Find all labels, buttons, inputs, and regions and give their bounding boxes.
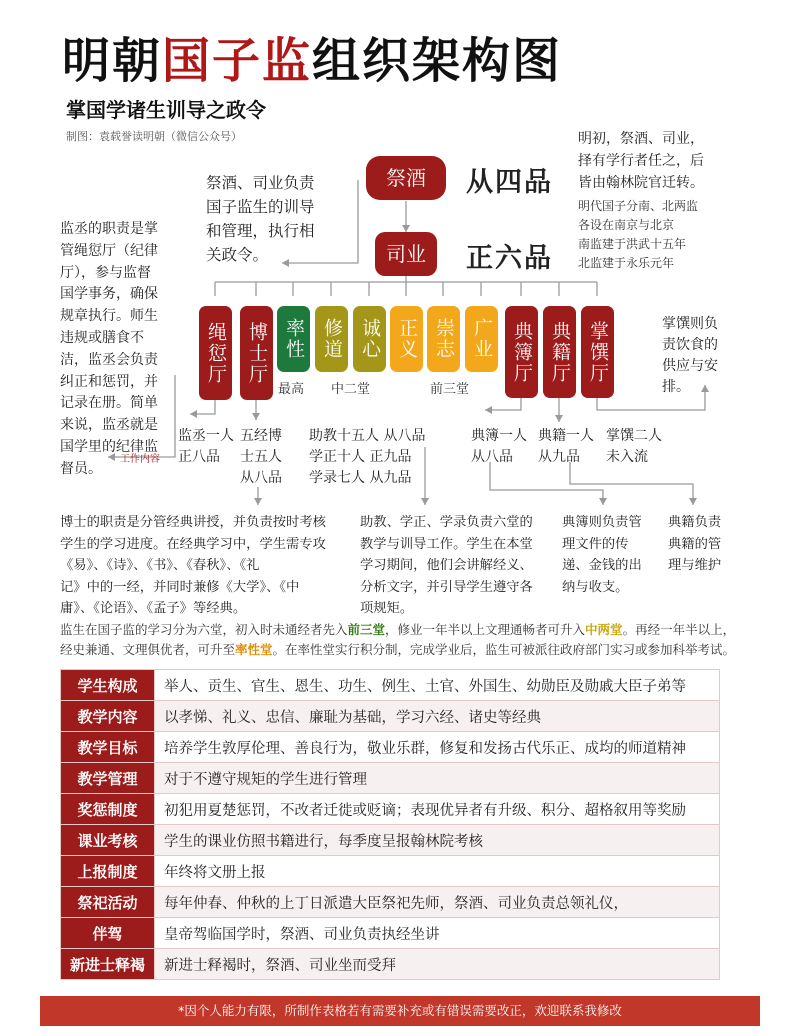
top-offices-desc — [206, 171, 315, 267]
desc-line: 国学事务，确保 — [60, 286, 158, 303]
table-row — [61, 918, 720, 949]
row-key: 奖惩制度 — [61, 794, 155, 825]
note-line: 皆由翰林院官迁转。 — [578, 175, 704, 191]
staff-line: 士五人 — [240, 449, 282, 465]
staff-line: 从八品 — [471, 449, 513, 465]
staff-dianji — [538, 426, 594, 468]
tier-label: 中二堂 — [331, 382, 371, 397]
table-row — [61, 794, 720, 825]
row-value: 每年仲春、仲秋的上丁日派遣大臣祭祀先师，祭酒、司业负责总领礼仪， — [155, 887, 720, 918]
duty-dianbu — [562, 512, 642, 598]
desc-line: 纠正和惩罚，并 — [60, 373, 158, 390]
desc-line: 掌馔则负 — [662, 316, 718, 332]
row-value: 培养学生敦厚伦理、善良行为，敬业乐群，修复和发扬古代乐正、成均的师道精神 — [155, 732, 720, 763]
staff-line: 掌馔二人 — [606, 428, 662, 444]
row-value: 学生的课业仿照书籍进行，每季度呈报翰林院考核 — [155, 825, 720, 856]
note-line: 各设在南京与北京 — [578, 218, 675, 232]
duty-line: 学习期间，他们会讲解经义、 — [360, 558, 533, 573]
location-note — [578, 197, 698, 273]
table-row — [61, 763, 720, 794]
dept-dianji: 典籍厅 — [543, 306, 576, 398]
dept-zhangzhuan: 掌馔厅 — [581, 306, 614, 398]
row-value: 初犯用夏楚惩罚，不改者迁徙或贬谪；表现优异者有升级、积分、超格叙用等奖励 — [155, 794, 720, 825]
row-key: 教学目标 — [61, 732, 155, 763]
desc-line: 供应与安 — [662, 358, 718, 374]
staff-line: 五经博 — [240, 428, 282, 444]
note-line: 南监建于洪武十五年 — [578, 237, 687, 251]
note-line: 明初，祭酒、司业， — [578, 131, 704, 147]
staff-zhujiao — [309, 426, 425, 489]
siye-box: 司业 — [375, 232, 437, 276]
table-row — [61, 887, 720, 918]
work-content-label: 工作内容 — [120, 454, 160, 465]
desc-line: 监丞的职责是掌 — [60, 221, 158, 237]
note-highlight-shuaixingtang: 率性堂 — [235, 642, 273, 657]
duty-line: 递、金钱的出 — [562, 558, 642, 573]
subtitle: 掌国学诸生训导之政令 — [66, 98, 266, 122]
staff-line: 正八品 — [178, 449, 220, 465]
row-key: 上报制度 — [61, 856, 155, 887]
staff-line: 从八品 — [240, 470, 282, 486]
staff-line: 从九品 — [538, 449, 580, 465]
desc-line: 责饮食的 — [662, 337, 718, 353]
staff-line: 典簿一人 — [471, 428, 527, 444]
desc-line: 来说，监丞就是 — [60, 417, 158, 434]
row-key: 教学管理 — [61, 763, 155, 794]
desc-line: 排。 — [662, 379, 690, 395]
staff-dianbu — [471, 426, 527, 468]
desc-line: 违规或膳食不 — [60, 329, 144, 346]
desc-line: 督员。 — [60, 460, 102, 477]
siye-rank: 正六品 — [466, 243, 553, 274]
title-prefix: 明朝 — [62, 33, 163, 89]
note-line: 明代国子分南、北两监 — [578, 199, 699, 213]
study-note — [60, 620, 746, 660]
row-value: 对于不遵守规矩的学生进行管理 — [155, 763, 720, 794]
duty-line: 分析文字，并引导学生遵守各 — [360, 579, 533, 595]
staff-line: 典籍一人 — [538, 428, 594, 444]
note-text: 监生在国子监的学习分为六堂，初入时未通经者先入 — [60, 622, 348, 637]
table-row — [61, 825, 720, 856]
jiancheng-desc — [60, 219, 158, 481]
dept-chongzhi: 崇志 — [427, 306, 460, 372]
tier-label: 前三堂 — [430, 382, 470, 397]
duty-line: 纳与收支。 — [562, 579, 629, 595]
desc-line: 和管理，执行相 — [206, 222, 315, 240]
row-key: 学生构成 — [61, 670, 155, 701]
desc-line: 厅），参与监督 — [60, 264, 151, 281]
duty-line: 庸》、《论语》、《孟子》等经典。 — [60, 601, 247, 616]
dept-shengqian: 绳愆厅 — [199, 306, 232, 400]
row-key: 新进士释褐 — [61, 949, 155, 980]
desc-line: 祭酒、司业负责 — [206, 174, 315, 192]
row-key: 教学内容 — [61, 701, 155, 732]
duty-line: 典籍负责 — [668, 515, 722, 530]
duty-line: 典簿则负责管 — [562, 515, 642, 530]
note-text: 。在率性堂实行积分制，完成学业后，监生可被派往政府部门实习或参加科举考试。 — [272, 642, 736, 657]
duty-line: 博士的职责是分管经典讲授，并负责按时考核 — [60, 515, 326, 530]
desc-line: 管绳愆厅（纪律 — [60, 242, 158, 259]
dept-dianbu: 典簿厅 — [505, 306, 538, 398]
desc-line: 规章执行。师生 — [60, 308, 158, 325]
dept-zhengyi: 正义 — [390, 306, 423, 372]
staff-line: 学正十人 正九品 — [309, 449, 412, 465]
dept-shuaixing: 率性 — [277, 306, 310, 372]
dept-guangye: 广业 — [465, 306, 498, 372]
duty-dianji — [668, 512, 721, 577]
note-highlight-qiansantang: 前三堂 — [347, 622, 386, 637]
staff-jiancheng — [178, 426, 234, 468]
duty-line: 助教、学正、学录负责六堂的 — [360, 515, 533, 530]
row-value: 以孝悌、礼义、忠信、廉耻为基础，学习六经、诸史等经典 — [155, 701, 720, 732]
duty-zhujiao — [360, 512, 533, 620]
footer-banner: *因个人能力有限，所制作表格若有需要补充或有错误需要改正，欢迎联系我修改 — [40, 996, 760, 1026]
duty-line: 典籍的管 — [668, 536, 722, 552]
staff-boshi — [240, 426, 282, 489]
staff-line: 助教十五人 从八品 — [309, 428, 426, 444]
dept-chengxin: 诚心 — [353, 306, 386, 372]
desc-line: 洁，监丞会负责 — [60, 351, 158, 368]
note-line: 北监建于永乐元年 — [578, 256, 675, 270]
row-value: 年终将文册上报 — [155, 856, 720, 887]
note-text: 。再经一年半以上，经史兼通、文理俱优者，可升至 — [60, 622, 736, 657]
duty-line: 理与维护 — [668, 558, 722, 573]
table-row — [61, 701, 720, 732]
row-value: 新进士释褐时，祭酒、司业坐而受拜 — [155, 949, 720, 980]
table-row — [61, 856, 720, 887]
staff-line: 未入流 — [606, 449, 648, 465]
duty-line: 记》中的一经，并同时兼修《大学》、《中 — [60, 579, 300, 595]
row-key: 课业考核 — [61, 825, 155, 856]
duty-line: 教学与训导工作。学生在本堂 — [360, 536, 533, 552]
dept-boshi: 博士厅 — [240, 306, 273, 400]
jijiu-box: 祭酒 — [366, 156, 446, 200]
duty-line: 学生的学习进度。在经典学习中，学生需专攻 — [60, 536, 326, 552]
note-line: 择有学行者任之，后 — [578, 153, 704, 169]
row-value: 举人、贡生、官生、恩生、功生、例生、土官、外国生、幼勋臣及勋戚大臣子弟等 — [155, 670, 720, 701]
history-note — [578, 128, 704, 194]
tier-label: 最高 — [278, 382, 305, 397]
info-table — [60, 669, 720, 980]
title-suffix: 组织架构图 — [312, 33, 563, 89]
staff-zhangzhuan — [606, 426, 662, 468]
row-key: 祭祀活动 — [61, 887, 155, 918]
desc-line: 国学里的纪律监 — [60, 438, 158, 455]
dept-xiudao: 修道 — [315, 306, 348, 372]
duty-line: 项规矩。 — [360, 601, 414, 616]
duty-line: 《易》、《诗》、《书》、《春秋》、《礼 — [60, 558, 260, 573]
staff-line: 学录七人 从九品 — [309, 470, 412, 486]
zhangzhuan-desc — [662, 314, 718, 398]
row-value: 皇帝驾临国学时，祭酒、司业负责执经坐讲 — [155, 918, 720, 949]
table-row — [61, 949, 720, 980]
staff-line: 监丞一人 — [178, 428, 234, 444]
jijiu-rank: 从四品 — [466, 167, 553, 198]
title-highlight: 国子监 — [162, 33, 313, 89]
table-row — [61, 670, 720, 701]
desc-line: 国子监生的训导 — [206, 198, 315, 216]
duty-boshi — [60, 512, 326, 620]
desc-line: 记录在册。简单 — [60, 395, 158, 412]
desc-line: 关政令。 — [206, 246, 269, 264]
note-highlight-zhongliangtang: 中两堂 — [585, 622, 623, 637]
table-row — [61, 732, 720, 763]
credit-line: 制图：袁载誉读明朝（微信公众号） — [66, 130, 242, 143]
duty-line: 理文件的传 — [562, 536, 629, 552]
note-text: ，修业一年半以上文理通畅者可升入 — [385, 622, 586, 637]
row-key: 伴驾 — [61, 918, 155, 949]
